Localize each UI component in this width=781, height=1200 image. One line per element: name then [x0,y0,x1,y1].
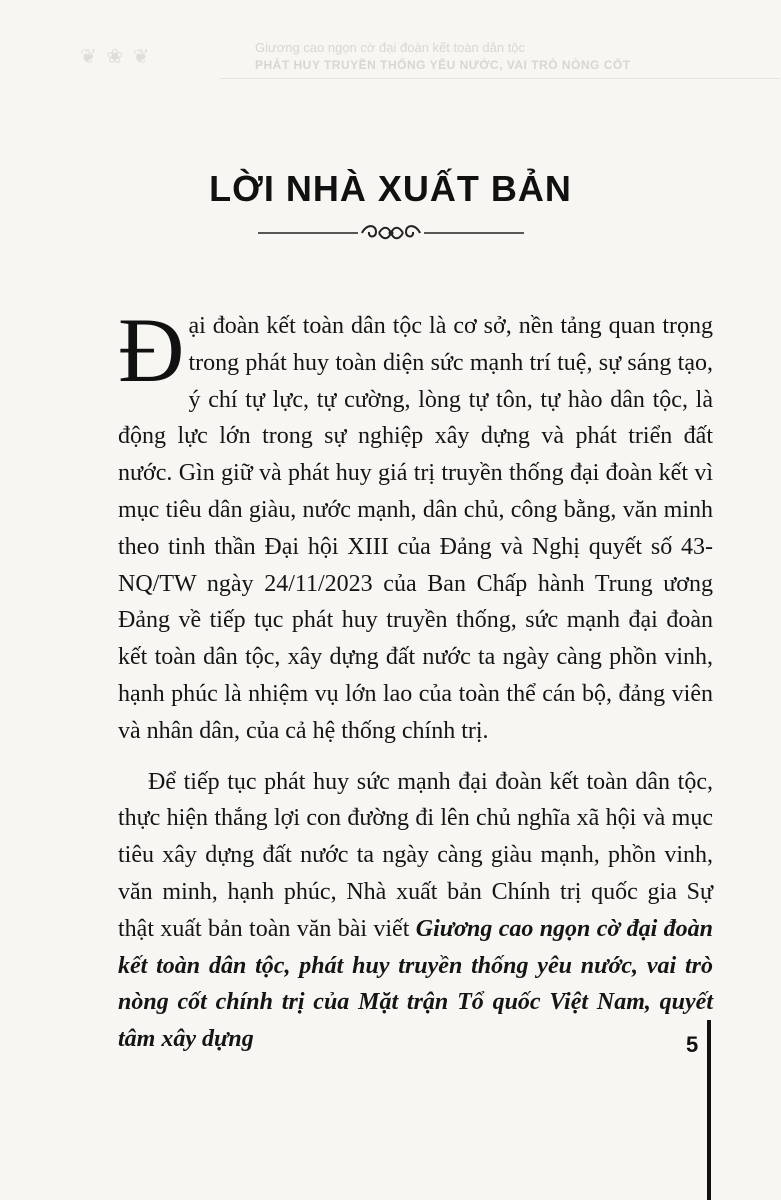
paragraph-2-text: Để tiếp tục phát huy sức mạnh đại đoàn kết toàn dân tộc, thực hiện thắng lợi con đường đi lên chủ nghĩa xã hội và mục tiêu xây dựng đất nước ta ngày càng giàu mạnh, phồn vinh, văn minh, hạnh phúc, Nhà xuất bản Chính trị quốc gia Sự thật xuất bản toàn văn bài viết [118,768,713,942]
bleed-through-rule [220,78,780,79]
page-edge-bar [707,1020,711,1200]
page-title: LỜI NHÀ XUẤT BẢN [209,168,572,209]
paragraph-2 [118,764,713,1058]
bleed-through-header-line1: Giương cao ngọn cờ đại đoàn kết toàn dân tộc [255,40,526,55]
bleed-through-ornament-icon: ❦ ❀ ❦ [80,46,152,68]
bleed-through-header-line2: PHÁT HUY TRUYỀN THỐNG YÊU NƯỚC, VAI TRÒ NÒNG CỐT [255,58,631,72]
book-title-emphasis: Giương cao ngọn cờ đại đoàn kết toàn dân tộc, phát huy truyền thống yêu nước, vai trò nòng cốt chính trị của Mặt trận Tổ quốc Việt Nam, quyết tâm xây dựng [118,915,714,1053]
bleed-through-header [70,40,781,80]
body-text [118,299,714,1058]
drop-cap: Đ [118,299,185,401]
paragraph-1-text: ại đoàn kết toàn dân tộc là cơ sở, nền tảng quan trọng trong phát huy toàn diện sức mạnh trí tuệ, sự sáng tạo, ý chí tự lực, tự cường, lòng tự tôn, tự hào dân tộc, là động lực lớn trong sự nghiệp xây dựng và phát triển đất nước. Gìn giữ và phát huy giá trị truyền thống đại đoàn kết vì mục tiêu dân giàu, nước mạnh, dân chủ, công bằng, văn minh theo tinh thần Đại hội XIII của Đảng và Nghị quyết số 43-NQ/TW ngày 24/11/2023 của Ban Chấp hành Trung ương Đảng về tiếp tục phát huy truyền thống, sức mạnh đại đoàn kết toàn dân tộc, xây dựng đất nước ta ngày càng phồn vinh, hạnh phúc là nhiệm vụ lớn lao của toàn thể cán bộ, đảng viên và nhân dân, của cả hệ thống chính trị. [118,313,713,744]
title-ornament-icon [258,218,524,248]
page-number: 5 [686,1032,699,1057]
paragraph-1 [118,299,713,750]
